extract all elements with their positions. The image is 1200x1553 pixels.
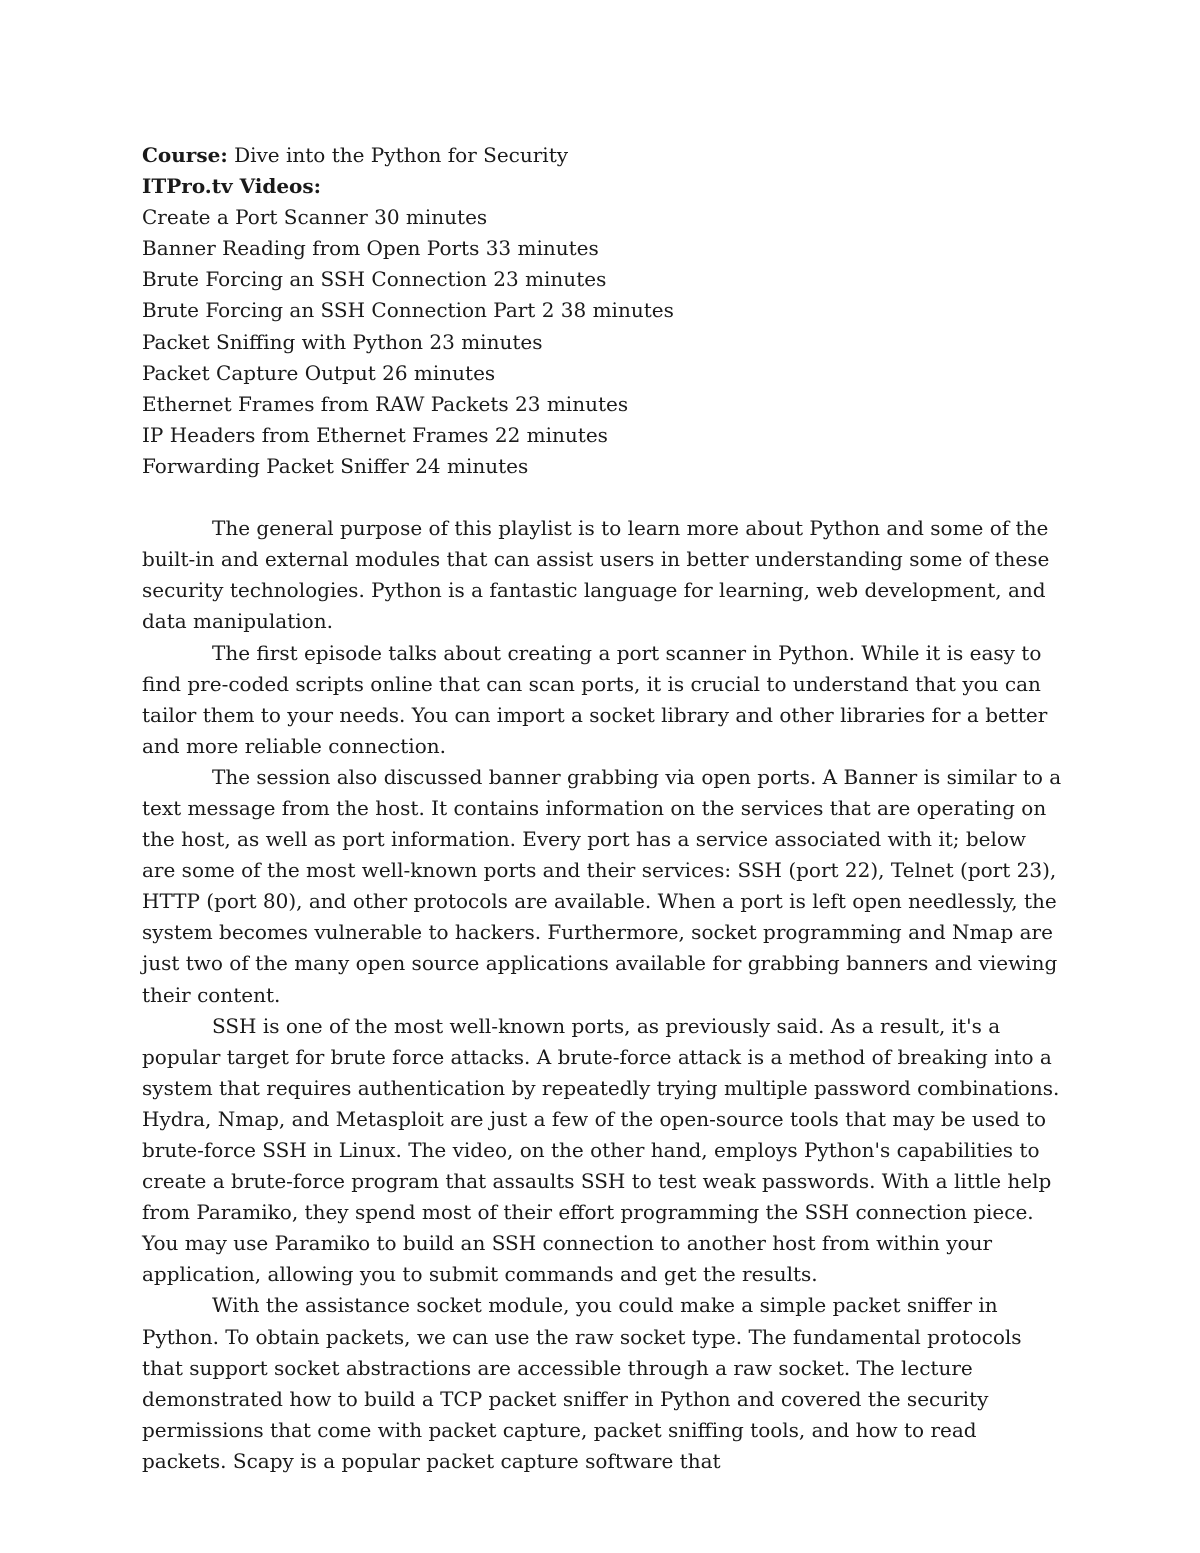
- course-label: Course:: [142, 143, 228, 167]
- video-item: Packet Sniffing with Python 23 minutes: [142, 329, 543, 354]
- video-item: Ethernet Frames from RAW Packets 23 minutes: [142, 391, 629, 416]
- paragraph-banner-grabbing: The session also discussed banner grabbing via open ports. A Banner is similar to a text message from the host. It contains information on the services that are operating on the host, as well as port information. Every port has a service associated with it; below are some of the most well-known ports and their services: SSH (port 22), Telnet (port 23), HTTP (port 80), and other protocols are available. When a port is left open needlessly, the system becomes vulnerable to hackers. Furthermore, socket programming and Nmap are just two of the many open source applications available for grabbing banners and viewing their content.: [142, 764, 1062, 1007]
- course-line: [142, 140, 1062, 171]
- videos-heading: ITPro.tv Videos:: [142, 174, 322, 199]
- video-item: IP Headers from Ethernet Frames 22 minutes: [142, 422, 608, 447]
- video-list: [142, 202, 1062, 482]
- video-item: Packet Capture Output 26 minutes: [142, 360, 496, 385]
- paragraph-port-scanner: The first episode talks about creating a port scanner in Python. While it is easy to find pre-coded scripts online that can scan ports, it is crucial to understand that you can tailor them to your needs. You can import a socket library and other libraries for a better and more reliable connection.: [142, 640, 1048, 758]
- video-item: Brute Forcing an SSH Connection 23 minutes: [142, 267, 607, 292]
- video-item: Banner Reading from Open Ports 33 minutes: [142, 236, 599, 261]
- video-item: Brute Forcing an SSH Connection Part 2 38 minutes: [142, 298, 674, 323]
- video-item: Create a Port Scanner 30 minutes: [142, 205, 488, 230]
- blank-line: [142, 482, 1062, 513]
- course-title: Dive into the Python for Security: [234, 143, 569, 167]
- video-item: Forwarding Packet Sniffer 24 minutes: [142, 453, 529, 478]
- document-page: [142, 140, 1062, 1477]
- paragraph-ssh-brute-force: SSH is one of the most well-known ports, as previously said. As a result, it's a popular target for brute force attacks. A brute-force attack is a method of breaking into a system that requires authentication by repeatedly trying multiple password combinations. Hydra, Nmap, and Metasploit are just a few of the open-source tools that may be used to brute-force SSH in Linux. The video, on the other hand, employs Python's capabilities to create a brute-force program that assaults SSH to test weak passwords. With a little help from Paramiko, they spend most of their effort programming the SSH connection piece. You may use Paramiko to build an SSH connection to another host from within your application, allowing you to submit commands and get the results.: [142, 1013, 1060, 1287]
- paragraph-purpose: The general purpose of this playlist is to learn more about Python and some of the built-in and external modules that can assist users in better understanding some of these security technologies. Python is a fantastic language for learning, web development, and data manipulation.: [142, 516, 1050, 634]
- body-text: [142, 513, 1062, 1477]
- paragraph-packet-sniffer: With the assistance socket module, you could make a simple packet sniffer in Python. To obtain packets, we can use the raw socket type. The fundamental protocols that support socket abstractions are accessible through a raw socket. The lecture demonstrated how to build a TCP packet sniffer in Python and covered the security permissions that come with packet capture, packet sniffing tools, and how to read packets. Scapy is a popular packet capture software that: [142, 1293, 1022, 1473]
